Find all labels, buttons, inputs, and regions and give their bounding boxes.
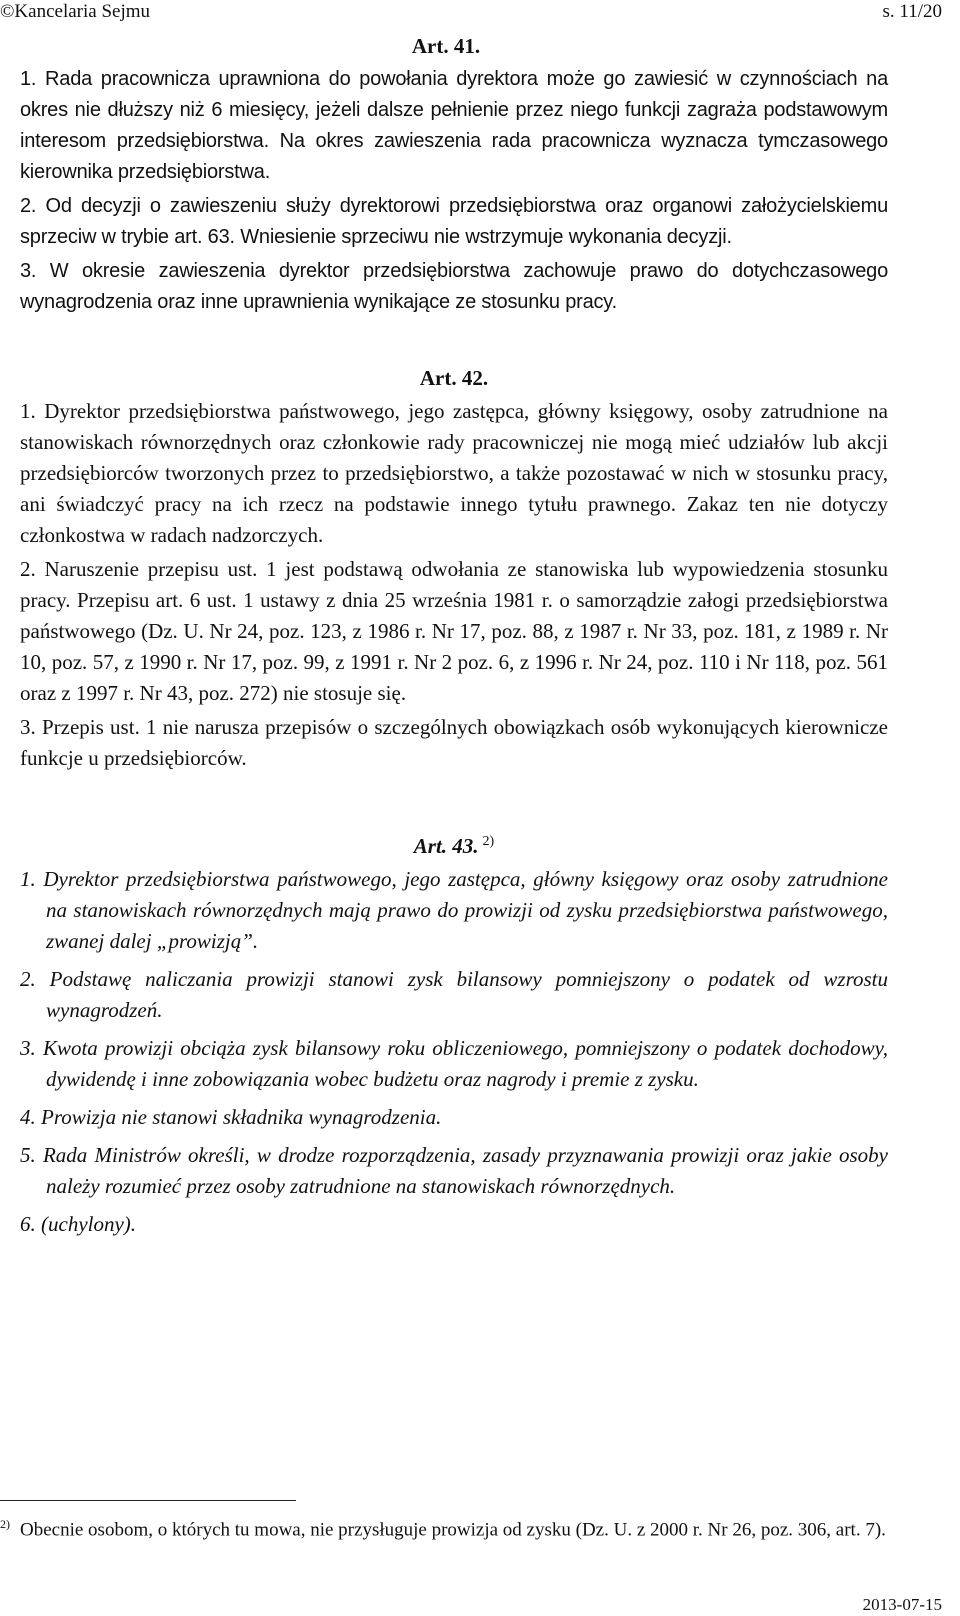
article-43-paragraph-5: 5. Rada Ministrów określi, w drodze rozporządzenia, zasady przyznawania prowizji oraz jakie osoby należy rozumieć przez osoby zatrudnione na stanowiskach równorzędnych. [20,1143,888,1198]
article-41-paragraph-3: 3. W okresie zawieszenia dyrektor przedsiębiorstwa zachowuje prawo do dotychczasowego wynagrodzenia oraz inne uprawnienia wynikające ze stosunku pracy. [20,260,888,313]
article-42-paragraph-1: 1. Dyrektor przedsiębiorstwa państwowego, jego zastępca, główny księgowy, osoby zatrudnione na stanowiskach równorzędnych oraz członkowie rady pracowniczej nie mogą mieć udziałów lub akcji przedsiębiorców tworzonych przez to przedsiębiorstwo, a także pozostawać w nich w stosunku pracy, ani świadczyć pracy na ich rzecz na podstawie innego tytułu prawnego. Zakaz ten nie dotyczy członkostwa w radach nadzorczych. [20,399,888,547]
footer-date: 2013-07-15 [862,1595,942,1614]
article-43-paragraph-2: 2. Podstawę naliczania prowizji stanowi zysk bilansowy pomniejszony o podatek od wzrostu wynagrodzeń. [20,967,888,1022]
article-43-paragraph-1: 1. Dyrektor przedsiębiorstwa państwowego, jego zastępca, główny księgowy oraz osoby zatrudnione na stanowiskach równorzędnych mają prawo do prowizji od zysku przedsiębiorstwa państwowego, zwanej dalej „prowizją”. [20,867,888,953]
article-42-title: Art. 42. [419,366,489,390]
article-41 [20,30,888,318]
article-43 [20,826,888,1240]
footnote-mark: 2) [0,1517,10,1531]
article-43-title [20,826,888,862]
article-43-paragraph-6: 6. (uchylony). [20,1212,137,1236]
document-body [20,30,888,1247]
footnote [0,1512,904,1542]
footnote-reference[interactable]: 2) [482,834,495,849]
article-42-paragraph-2: 2. Naruszenie przepisu ust. 1 jest podstawą odwołania ze stanowiska lub wypowiedzenia stosunku pracy. Przepisu art. 6 ust. 1 ustawy z dnia 25 września 1981 r. o samorządzie załogi przedsiębiorstwa państwowego (Dz. U. Nr 24, poz. 123, z 1986 r. Nr 17, poz. 88, z 1987 r. Nr 33, poz. 181, z 1989 r. Nr 10, poz. 57, z 1990 r. Nr 17, poz. 99, z 1991 r. Nr 2 poz. 6, z 1996 r. Nr 24, poz. 110 i Nr 118, poz. 561 oraz z 1997 r. Nr 43, poz. 272) nie stosuje się. [20,557,888,705]
footnote-text: Obecnie osobom, o których tu mowa, nie przysługuje prowizja od zysku (Dz. U. z 2000 r. Nr 26, poz. 306, art. 7). [20,1519,886,1541]
footnote-separator [0,1500,296,1501]
article-42 [20,362,888,774]
article-41-paragraph-1: 1. Rada pracownicza uprawniona do powołania dyrektora może go zawiesić w czynnościach na okres nie dłuższy niż 6 miesięcy, jeżeli dalsze pełnienie przez niego funkcji zagraża podstawowym interesom przedsiębiorstwa. Na okres zawieszenia rada pracownicza wyznacza tymczasowego kierownika przedsiębiorstwa. [20,68,888,183]
article-42-paragraph-3: 3. Przepis ust. 1 nie narusza przepisów o szczególnych obowiązkach osób wykonujących kierownicze funkcje u przedsiębiorców. [20,715,888,770]
header-page-number: s. 11/20 [882,1,942,22]
article-43-title-text: Art. 43. [413,834,479,858]
article-43-paragraph-3: 3. Kwota prowizji obciąża zysk bilansowy roku obliczeniowego, pomniejszony o podatek dochodowy, dywidendę i inne zobowiązania wobec budżetu oraz nagrody i premie z zysku. [20,1036,888,1091]
article-41-paragraph-2: 2. Od decyzji o zawieszeniu służy dyrektorowi przedsiębiorstwa oraz organowi założycielskiemu sprzeciw w trybie art. 63. Wniesienie sprzeciwu nie wstrzymuje wykonania decyzji. [20,195,888,248]
article-41-title: Art. 41. [411,34,481,58]
header-publisher: ©Kancelaria Sejmu [0,1,151,22]
article-43-paragraph-4: 4. Prowizja nie stanowi składnika wynagrodzenia. [20,1105,442,1129]
